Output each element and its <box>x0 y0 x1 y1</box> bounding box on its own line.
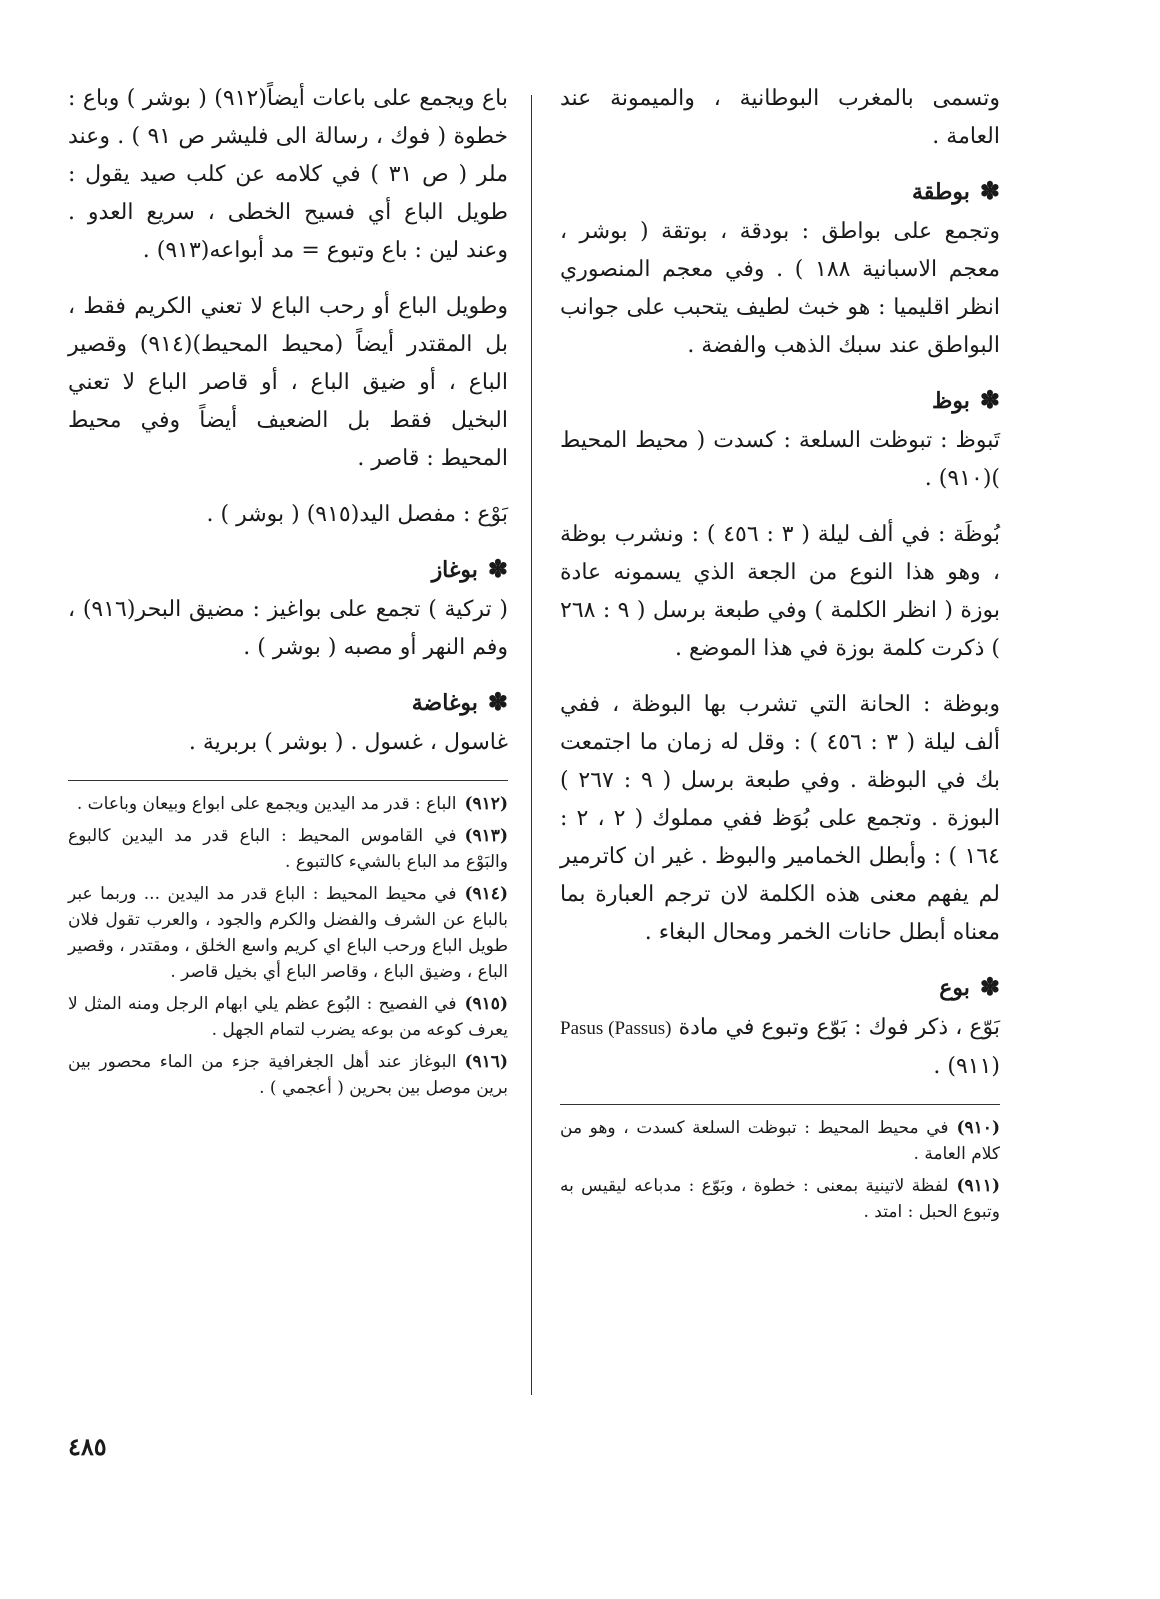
footnote-number: (٩١٠) <box>956 1118 1000 1138</box>
latin-term: Pasus (Passus) <box>560 1018 672 1039</box>
entry-text: بَوّع ، ذكر فوك : بَوّع وتبوع في مادة <box>678 1015 1001 1040</box>
entry-paragraph: تَبوظ : تبوظت السلعة : كسدت ( محيط المحيط )(٩١٠) . <box>560 428 1000 491</box>
asterism-icon: ✽ <box>487 554 508 583</box>
footnote <box>560 1115 1000 1167</box>
asterism-icon: ✽ <box>979 176 1000 205</box>
footnote-number: (٩١٣) <box>464 826 508 846</box>
entry-paragraph <box>560 1009 1000 1086</box>
footnote-number: (٩١٤) <box>464 884 508 904</box>
footnote <box>68 823 508 875</box>
page-number: ٤٨٥ <box>68 1432 107 1461</box>
footnote <box>68 791 508 817</box>
entry-heading <box>68 685 508 720</box>
asterism-icon: ✽ <box>979 385 1000 414</box>
entry-paragraph: ( تركية ) تجمع على بواغيز : مضيق البحر(٩١٦) ، وفم النهر أو مصبه ( بوشر ) . <box>68 597 508 660</box>
column-divider <box>531 95 532 1395</box>
entry-paragraph: وبوظة : الحانة التي تشرب بها البوظة ، ففي ألف ليلة ( ٣ : ٤٥٦ ) : وقل له زمان ما اجتمعت بك في البوظة . وفي طبعة برسل ( ٩ : ٢٦٧ ) البوزة . وتجمع على بُوَظ ففي مملوك ( ٢ ، ٢ : ١٦٤ ) : وأبطل الخمامير والبوظ . غير ان كاترمير لم يفهم معنى هذه الكلمة لان ترجم العبارة بما معناه أبطل حانات الخمر ومحال البغاء . <box>560 692 1001 945</box>
entry-word: بوطقة <box>911 179 970 205</box>
entry-heading <box>560 970 1000 1005</box>
footnote-text: الباع : قدر مد اليدين ويجمع على ابواع وبيعان وباعات . <box>76 794 457 814</box>
footnote-text: في القاموس المحيط : الباع قدر مد اليدين كالبوع والبَوْع مد الباع بالشيء كالتبوع . <box>68 826 508 872</box>
entry-heading <box>560 174 1000 209</box>
right-column <box>560 80 1000 1231</box>
footnote-text: في الفصيح : البُوع عظم يلي ابهام الرجل ومنه المثل لا يعرف كوعه من بوعه يضرب لتمام الجهل . <box>68 994 508 1040</box>
footnote-ref: (٩١١) . <box>933 1054 1000 1079</box>
footnote <box>68 881 508 985</box>
footnote <box>68 991 508 1043</box>
footnote-rule <box>68 780 508 781</box>
entry-word: بوغاز <box>431 557 478 583</box>
continuation-paragraph: باع ويجمع على باعات أيضاً(٩١٢) ( بوشر ) وباع : خطوة ( فوك ، رسالة الى فليشر ص ٩١ ) . وعند ملر ( ص ٣١ ) في كلامه عن كلب صيد يقول : طويل الباع أي فسيح الخطى ، سريع العدو . وعند لين : باع وتبوع = مد أبواعه(٩١٣) . <box>68 86 509 263</box>
footnote-text: لفظة لاتينية بمعنى : خطوة ، وبَوّع : مدباعه ليقيس به وتبوع الحبل : امتد . <box>560 1176 1000 1222</box>
footnote-number: (٩١٦) <box>464 1052 508 1072</box>
footnote-rule <box>560 1104 1000 1105</box>
left-column <box>68 80 508 1107</box>
footnote-text: في محيط المحيط : الباع قدر مد اليدين ... وربما عبر بالباع عن الشرف والفضل والكرم والجود ، والعرب تقول فلان طويل الباع ورحب الباع اي كريم واسع الخلق ، ومقتدر ، وقصير الباع ، وضيق الباع ، وقاصر الباع أي بخيل قاصر . <box>68 884 508 982</box>
continuation-paragraph: وتسمى بالمغرب البوطانية ، والميمونة عند العامة . <box>560 86 1000 149</box>
asterism-icon: ✽ <box>487 687 508 716</box>
entry-word: بوع <box>939 975 970 1001</box>
entry-heading <box>560 383 1000 418</box>
footnote-number: (٩١١) <box>956 1176 1000 1196</box>
footnote-text: في محيط المحيط : تبوظت السلعة كسدت ، وهو من كلام العامة . <box>560 1118 1000 1164</box>
footnote <box>560 1173 1000 1225</box>
footnote-number: (٩١٢) <box>464 794 508 814</box>
entry-paragraph: وتجمع على بواطق : بودقة ، بوتقة ( بوشر ، معجم الاسبانية ۱۸۸ ) . وفي معجم المنصوري انظر اقليميا : هو خبث لطيف يتحبب على جوانب البواطق عند سبك الذهب والفضة . <box>560 219 1000 358</box>
entry-heading <box>68 552 508 587</box>
entry-paragraph: غاسول ، غسول . ( بوشر ) بربرية . <box>188 730 508 755</box>
entry-paragraph: بُوظَة : في ألف ليلة ( ٣ : ٤٥٦ ) : ونشرب بوظة ، وهو هذا النوع من الجعة الذي يسمونه عادة بوزة ( انظر الكلمة ) وفي طبعة برسل ( ٩ : ٢٦٨ ) ذكرت كلمة بوزة في هذا الموضع . <box>560 522 1001 661</box>
asterism-icon: ✽ <box>979 972 1000 1001</box>
entry-word: بوظ <box>932 388 970 414</box>
footnote-number: (٩١٥) <box>464 994 508 1014</box>
entry-word: بوغاضة <box>411 690 478 716</box>
footnote-text: البوغاز عند أهل الجغرافية جزء من الماء محصور بين برين موصل بين بحرين ( أعجمي ) . <box>68 1052 508 1098</box>
continuation-paragraph: بَوْع : مفصل اليد(٩١٥) ( بوشر ) . <box>206 502 508 527</box>
continuation-paragraph: وطويل الباع أو رحب الباع لا تعني الكريم فقط ، بل المقتدر أيضاً (محيط المحيط)(٩١٤) وقصير الباع ، أو ضيق الباع ، أو قاصر الباع لا تعني البخيل فقط بل الضعيف أيضاً وفي محيط المحيط : قاصر . <box>68 294 508 471</box>
footnote <box>68 1049 508 1101</box>
